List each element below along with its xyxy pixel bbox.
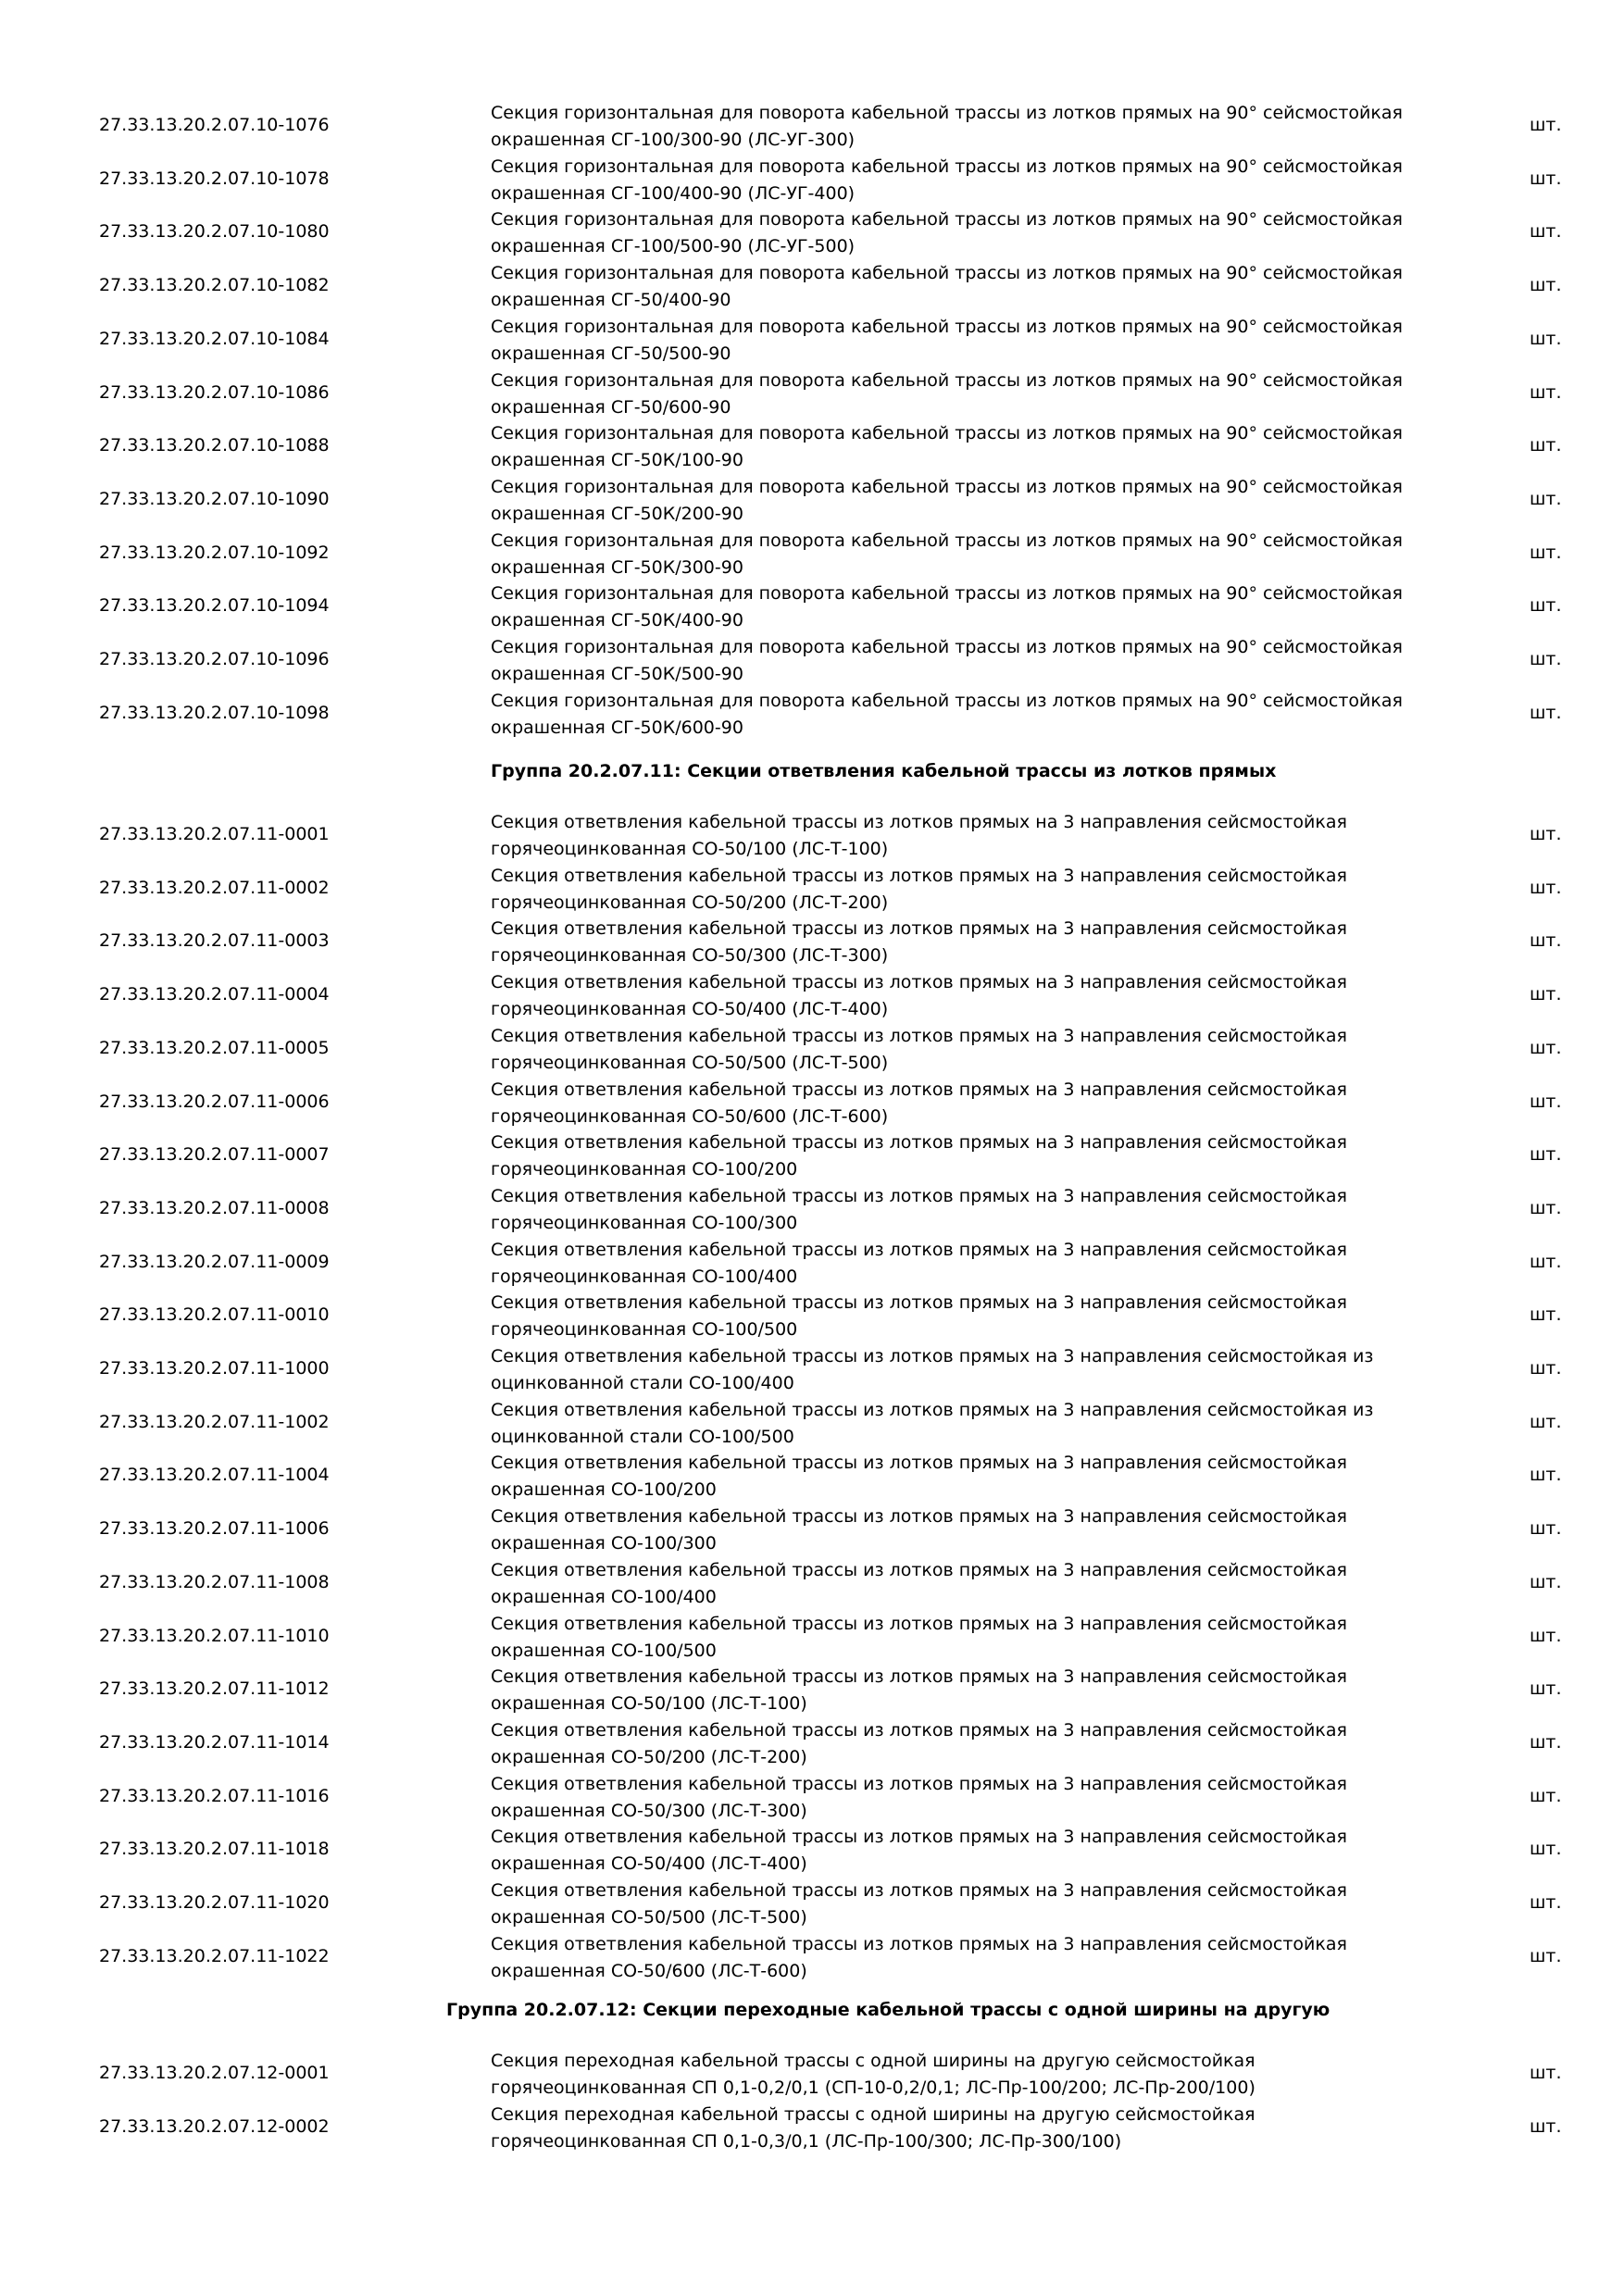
- description-line-2: горячеоцинкованная СО-50/300 (ЛС-Т-300): [491, 945, 889, 967]
- unit-of-measure: шт.: [1530, 1144, 1562, 1166]
- table-row: [0, 528, 1624, 581]
- description-line-2: окрашенная СГ-50/600-90: [491, 396, 731, 418]
- unit-of-measure: шт.: [1530, 1091, 1562, 1112]
- item-code: 27.33.13.20.2.07.11-1014: [99, 1731, 330, 1753]
- item-code: 27.33.13.20.2.07.10-1098: [99, 702, 330, 723]
- table-row: [0, 1183, 1624, 1237]
- item-code: 27.33.13.20.2.07.11-1006: [99, 1518, 330, 1540]
- item-description: [491, 2102, 1417, 2155]
- item-description: [491, 1717, 1417, 1771]
- table-row: [0, 474, 1624, 528]
- unit-of-measure: шт.: [1530, 1358, 1562, 1379]
- unit-of-measure: шт.: [1530, 1731, 1562, 1753]
- unit-of-measure: шт.: [1530, 2115, 1562, 2137]
- unit-of-measure: шт.: [1530, 328, 1562, 349]
- table-row: [0, 809, 1624, 863]
- table-row: [0, 1077, 1624, 1130]
- item-code: 27.33.13.20.2.07.12-0002: [99, 2115, 330, 2137]
- table-row: [0, 206, 1624, 260]
- item-description: [491, 1290, 1417, 1343]
- description-line-1: Секция горизонтальная для поворота кабельной трассы из лотков прямых на 90° сейсмостойкая: [491, 103, 1403, 123]
- table-row: [0, 368, 1624, 421]
- item-code: 27.33.13.20.2.07.11-1000: [99, 1358, 330, 1379]
- table-row: [0, 969, 1624, 1023]
- description-line-2: окрашенная СГ-100/400-90 (ЛС-УГ-400): [491, 182, 856, 204]
- unit-of-measure: шт.: [1530, 488, 1562, 509]
- description-line-1: Секция ответвления кабельной трассы из лотков прямых на 3 направления сейсмостойкая из: [491, 1399, 1374, 1420]
- description-line-1: Секция горизонтальная для поворота кабельной трассы из лотков прямых на 90° сейсмостойкая: [491, 637, 1403, 657]
- description-line-2: окрашенная СО-100/500: [491, 1640, 717, 1661]
- item-description: [491, 1611, 1417, 1665]
- table-row: [0, 2048, 1624, 2102]
- table-row: [0, 1771, 1624, 1825]
- item-code: 27.33.13.20.2.07.11-0008: [99, 1197, 330, 1218]
- item-description: [491, 809, 1417, 863]
- item-code: 27.33.13.20.2.07.11-1002: [99, 1411, 330, 1432]
- item-description: [491, 634, 1417, 688]
- description-line-1: Секция горизонтальная для поворота кабельной трассы из лотков прямых на 90° сейсмостойкая: [491, 476, 1403, 497]
- unit-of-measure: шт.: [1530, 649, 1562, 669]
- description-line-1: Секция ответвления кабельной трассы из лотков прямых на 3 направления сейсмостойкая: [491, 1666, 1347, 1688]
- description-line-1: Секция горизонтальная для поворота кабельной трассы из лотков прямых на 90° сейсмостойкая: [491, 369, 1403, 391]
- item-description: [491, 474, 1417, 528]
- item-code: 27.33.13.20.2.07.10-1094: [99, 595, 330, 617]
- unit-of-measure: шт.: [1530, 930, 1562, 952]
- unit-of-measure: шт.: [1530, 115, 1562, 135]
- table-row: [0, 1557, 1624, 1611]
- item-code: 27.33.13.20.2.07.10-1082: [99, 275, 330, 296]
- table-row: [0, 1023, 1624, 1077]
- unit-of-measure: шт.: [1530, 542, 1562, 563]
- description-line-2: окрашенная СО-100/200: [491, 1479, 717, 1501]
- item-code: 27.33.13.20.2.07.11-1022: [99, 1945, 330, 1966]
- table-row: [0, 1397, 1624, 1451]
- item-description: [491, 528, 1417, 581]
- description-line-2: оцинкованной стали СО-100/500: [491, 1426, 794, 1447]
- unit-of-measure: шт.: [1530, 275, 1562, 296]
- item-description: [491, 969, 1417, 1023]
- item-code: 27.33.13.20.2.07.10-1086: [99, 381, 330, 403]
- description-line-2: окрашенная СГ-50/500-90: [491, 343, 731, 364]
- item-code: 27.33.13.20.2.07.10-1080: [99, 221, 330, 243]
- unit-of-measure: шт.: [1530, 381, 1562, 403]
- description-line-2: окрашенная СГ-50/400-90: [491, 290, 731, 311]
- unit-of-measure: шт.: [1530, 1251, 1562, 1272]
- description-line-2: окрашенная СО-50/600 (ЛС-Т-600): [491, 1960, 807, 1981]
- table-row: [0, 1450, 1624, 1504]
- description-line-1: Секция ответвления кабельной трассы из лотков прямых на 3 направления сейсмостойкая: [491, 1827, 1347, 1848]
- item-code: 27.33.13.20.2.07.11-0001: [99, 824, 330, 844]
- item-description: [491, 1237, 1417, 1291]
- item-code: 27.33.13.20.2.07.11-0007: [99, 1144, 330, 1166]
- item-description: [491, 206, 1417, 260]
- unit-of-measure: шт.: [1530, 1197, 1562, 1218]
- description-line-2: оцинкованной стали СО-100/400: [491, 1373, 794, 1393]
- item-code: 27.33.13.20.2.07.11-1008: [99, 1571, 330, 1592]
- unit-of-measure: шт.: [1530, 1304, 1562, 1326]
- unit-of-measure: шт.: [1530, 824, 1562, 844]
- description-line-1: Секция горизонтальная для поворота кабельной трассы из лотков прямых на 90° сейсмостойкая: [491, 209, 1403, 231]
- unit-of-measure: шт.: [1530, 877, 1562, 898]
- item-description: [491, 580, 1417, 634]
- item-description: [491, 1557, 1417, 1611]
- description-line-1: Секция горизонтальная для поворота кабельной трассы из лотков прямых на 90° сейсмостойкая: [491, 423, 1403, 444]
- description-line-1: Секция ответвления кабельной трассы из лотков прямых на 3 направления сейсмостойкая: [491, 918, 1347, 940]
- description-line-1: Секция ответвления кабельной трассы из лотков прямых на 3 направления сейсмостойкая: [491, 1239, 1347, 1260]
- description-line-1: Секция горизонтальная для поворота кабельной трассы из лотков прямых на 90° сейсмостойкая: [491, 690, 1403, 711]
- item-description: [491, 1183, 1417, 1237]
- table-row: [0, 1290, 1624, 1343]
- description-line-2: горячеоцинкованная СО-100/200: [491, 1159, 798, 1180]
- description-line-1: Секция ответвления кабельной трассы из лотков прямых на 3 направления сейсмостойкая: [491, 1880, 1347, 1901]
- item-code: 27.33.13.20.2.07.11-1016: [99, 1785, 330, 1806]
- unit-of-measure: шт.: [1530, 1678, 1562, 1700]
- table-row: [0, 1343, 1624, 1397]
- item-description: [491, 916, 1417, 969]
- item-code: 27.33.13.20.2.07.11-0004: [99, 984, 330, 1005]
- description-line-2: окрашенная СГ-100/300-90 (ЛС-УГ-300): [491, 130, 856, 150]
- unit-of-measure: шт.: [1530, 1518, 1562, 1540]
- unit-of-measure: шт.: [1530, 1785, 1562, 1806]
- item-code: 27.33.13.20.2.07.10-1096: [99, 649, 330, 669]
- item-code: 27.33.13.20.2.07.11-1004: [99, 1465, 330, 1486]
- description-line-1: Секция ответвления кабельной трассы из лотков прямых на 3 направления сейсмостойкая: [491, 1933, 1347, 1954]
- item-description: [491, 688, 1417, 742]
- item-description: [491, 314, 1417, 368]
- table-row: [0, 863, 1624, 917]
- unit-of-measure: шт.: [1530, 1892, 1562, 1913]
- unit-of-measure: шт.: [1530, 1625, 1562, 1646]
- unit-of-measure: шт.: [1530, 2063, 1562, 2083]
- item-code: 27.33.13.20.2.07.10-1076: [99, 115, 330, 135]
- item-code: 27.33.13.20.2.07.11-0010: [99, 1304, 330, 1326]
- description-line-1: Секция ответвления кабельной трассы из лотков прямых на 3 направления сейсмостойкая: [491, 1292, 1347, 1314]
- description-line-2: окрашенная СО-100/300: [491, 1533, 717, 1554]
- group-heading: Группа 20.2.07.11: Секции ответвления кабельной трассы из лотков прямых: [491, 761, 1277, 781]
- description-line-2: окрашенная СО-50/300 (ЛС-Т-300): [491, 1800, 807, 1821]
- item-description: [491, 1450, 1417, 1504]
- table-row: [0, 688, 1624, 742]
- table-row: [0, 100, 1624, 154]
- description-line-2: окрашенная СО-100/400: [491, 1586, 717, 1607]
- unit-of-measure: шт.: [1530, 1411, 1562, 1432]
- item-code: 27.33.13.20.2.07.11-1018: [99, 1839, 330, 1860]
- description-line-2: горячеоцинкованная СО-50/200 (ЛС-Т-200): [491, 892, 889, 913]
- item-code: 27.33.13.20.2.07.10-1078: [99, 168, 330, 189]
- table-row: [0, 580, 1624, 634]
- item-description: [491, 2048, 1417, 2102]
- description-line-2: окрашенная СГ-100/500-90 (ЛС-УГ-500): [491, 236, 856, 257]
- description-line-1: Секция ответвления кабельной трассы из лотков прямых на 3 направления сейсмостойкая: [491, 972, 1347, 993]
- unit-of-measure: шт.: [1530, 984, 1562, 1005]
- item-description: [491, 1343, 1417, 1397]
- description-line-1: Секция горизонтальная для поворота кабельной трассы из лотков прямых на 90° сейсмостойкая: [491, 583, 1403, 605]
- table-row: [0, 2102, 1624, 2155]
- description-line-2: горячеоцинкованная СО-100/500: [491, 1319, 798, 1341]
- item-code: 27.33.13.20.2.07.11-0005: [99, 1037, 330, 1058]
- description-line-2: окрашенная СГ-50К/400-90: [491, 610, 743, 631]
- table-row: [0, 1824, 1624, 1878]
- table-row: [0, 916, 1624, 969]
- item-description: [491, 1824, 1417, 1878]
- description-line-1: Секция ответвления кабельной трассы из лотков прямых на 3 направления сейсмостойкая: [491, 1719, 1347, 1741]
- description-line-1: Секция ответвления кабельной трассы из лотков прямых на 3 направления сейсмостойкая: [491, 1185, 1347, 1206]
- item-description: [491, 1023, 1417, 1077]
- item-code: 27.33.13.20.2.07.11-1012: [99, 1678, 330, 1700]
- description-line-1: Секция ответвления кабельной трассы из лотков прямых на 3 направления сейсмостойкая: [491, 812, 1347, 832]
- description-line-1: Секция ответвления кабельной трассы из лотков прямых на 3 направления сейсмостойкая: [491, 1025, 1347, 1046]
- item-description: [491, 1077, 1417, 1130]
- description-line-1: Секция ответвления кабельной трассы из лотков прямых на 3 направления сейсмостойкая: [491, 1559, 1347, 1580]
- item-code: 27.33.13.20.2.07.12-0001: [99, 2063, 330, 2083]
- description-line-1: Секция ответвления кабельной трассы из лотков прямых на 3 направления сейсмостойкая: [491, 1453, 1347, 1474]
- description-line-1: Секция горизонтальная для поворота кабельной трассы из лотков прямых на 90° сейсмостойкая: [491, 156, 1403, 177]
- description-line-1: Секция переходная кабельной трассы с одной ширины на другую сейсмостойкая: [491, 2103, 1255, 2125]
- description-line-2: окрашенная СО-50/500 (ЛС-Т-500): [491, 1907, 807, 1928]
- item-description: [491, 863, 1417, 917]
- description-line-2: горячеоцинкованная СО-100/300: [491, 1212, 798, 1233]
- description-line-1: Секция ответвления кабельной трассы из лотков прямых на 3 направления сейсмостойкая: [491, 865, 1347, 886]
- item-code: 27.33.13.20.2.07.11-0009: [99, 1251, 330, 1272]
- unit-of-measure: шт.: [1530, 595, 1562, 617]
- unit-of-measure: шт.: [1530, 1465, 1562, 1486]
- item-description: [491, 100, 1417, 154]
- description-line-2: горячеоцинкованная СО-50/400 (ЛС-Т-400): [491, 999, 889, 1020]
- item-description: [491, 368, 1417, 421]
- group-heading: Группа 20.2.07.12: Секции переходные кабельной трассы с одной ширины на другую: [446, 2000, 1330, 2020]
- description-line-2: горячеоцинкованная СО-50/100 (ЛС-Т-100): [491, 839, 889, 859]
- unit-of-measure: шт.: [1530, 1839, 1562, 1860]
- item-code: 27.33.13.20.2.07.10-1084: [99, 328, 330, 349]
- item-code: 27.33.13.20.2.07.10-1088: [99, 435, 330, 456]
- description-line-2: горячеоцинкованная СП 0,1-0,2/0,1 (СП-10-0,2/0,1; ЛС-Пр-100/200; ЛС-Пр-200/100): [491, 2078, 1255, 2098]
- description-line-1: Секция ответвления кабельной трассы из лотков прямых на 3 направления сейсмостойкая: [491, 1132, 1347, 1154]
- table-row: [0, 420, 1624, 474]
- table-row: [0, 1717, 1624, 1771]
- description-line-2: окрашенная СО-50/400 (ЛС-Т-400): [491, 1853, 807, 1875]
- item-description: [491, 1397, 1417, 1451]
- unit-of-measure: шт.: [1530, 168, 1562, 189]
- item-description: [491, 154, 1417, 207]
- description-line-2: горячеоцинкованная СП 0,1-0,3/0,1 (ЛС-Пр-100/300; ЛС-Пр-300/100): [491, 2130, 1122, 2152]
- item-description: [491, 1771, 1417, 1825]
- description-line-2: окрашенная СГ-50К/500-90: [491, 664, 743, 684]
- description-line-2: окрашенная СО-50/100 (ЛС-Т-100): [491, 1693, 807, 1715]
- table-row: [0, 1237, 1624, 1291]
- unit-of-measure: шт.: [1530, 1945, 1562, 1966]
- item-code: 27.33.13.20.2.07.11-0006: [99, 1091, 330, 1112]
- item-description: [491, 420, 1417, 474]
- item-code: 27.33.13.20.2.07.11-1010: [99, 1625, 330, 1646]
- table-row: [0, 314, 1624, 368]
- table-row: [0, 1504, 1624, 1557]
- unit-of-measure: шт.: [1530, 1037, 1562, 1058]
- table-row: [0, 1611, 1624, 1665]
- description-line-1: Секция ответвления кабельной трассы из лотков прямых на 3 направления сейсмостойкая: [491, 1079, 1347, 1100]
- description-line-1: Секция ответвления кабельной трассы из лотков прямых на 3 направления сейсмостойкая из: [491, 1346, 1374, 1366]
- item-code: 27.33.13.20.2.07.11-0003: [99, 930, 330, 952]
- item-code: 27.33.13.20.2.07.11-1020: [99, 1892, 330, 1913]
- table-row: [0, 1129, 1624, 1183]
- item-description: [491, 1931, 1417, 1985]
- description-line-2: горячеоцинкованная СО-50/600 (ЛС-Т-600): [491, 1105, 889, 1127]
- table-row: [0, 1931, 1624, 1985]
- description-line-2: окрашенная СГ-50К/100-90: [491, 450, 743, 471]
- description-line-1: Секция горизонтальная для поворота кабельной трассы из лотков прямых на 90° сейсмостойкая: [491, 263, 1403, 284]
- item-code: 27.33.13.20.2.07.11-0002: [99, 877, 330, 898]
- item-description: [491, 260, 1417, 314]
- item-description: [491, 1664, 1417, 1717]
- description-line-1: Секция переходная кабельной трассы с одной ширины на другую сейсмостойкая: [491, 2051, 1255, 2071]
- item-code: 27.33.13.20.2.07.10-1090: [99, 488, 330, 509]
- description-line-2: окрашенная СО-50/200 (ЛС-Т-200): [491, 1746, 807, 1767]
- item-description: [491, 1504, 1417, 1557]
- unit-of-measure: шт.: [1530, 1571, 1562, 1592]
- description-line-2: горячеоцинкованная СО-100/400: [491, 1266, 798, 1287]
- description-line-2: окрашенная СГ-50К/600-90: [491, 717, 743, 738]
- table-row: [0, 1664, 1624, 1717]
- description-line-2: окрашенная СГ-50К/300-90: [491, 556, 743, 578]
- description-line-1: Секция ответвления кабельной трассы из лотков прямых на 3 направления сейсмостойкая: [491, 1613, 1347, 1634]
- item-description: [491, 1129, 1417, 1183]
- table-row: [0, 634, 1624, 688]
- item-code: 27.33.13.20.2.07.10-1092: [99, 542, 330, 563]
- item-description: [491, 1878, 1417, 1931]
- description-line-1: Секция ответвления кабельной трассы из лотков прямых на 3 направления сейсмостойкая: [491, 1773, 1347, 1794]
- description-line-1: Секция горизонтальная для поворота кабельной трассы из лотков прямых на 90° сейсмостойкая: [491, 316, 1403, 337]
- table-row: [0, 1878, 1624, 1931]
- unit-of-measure: шт.: [1530, 221, 1562, 243]
- table-row: [0, 154, 1624, 207]
- description-line-2: окрашенная СГ-50К/200-90: [491, 503, 743, 524]
- description-line-2: горячеоцинкованная СО-50/500 (ЛС-Т-500): [491, 1052, 889, 1073]
- unit-of-measure: шт.: [1530, 702, 1562, 723]
- description-line-1: Секция ответвления кабельной трассы из лотков прямых на 3 направления сейсмостойкая: [491, 1506, 1347, 1528]
- description-line-1: Секция горизонтальная для поворота кабельной трассы из лотков прямых на 90° сейсмостойкая: [491, 530, 1403, 551]
- unit-of-measure: шт.: [1530, 435, 1562, 456]
- table-row: [0, 260, 1624, 314]
